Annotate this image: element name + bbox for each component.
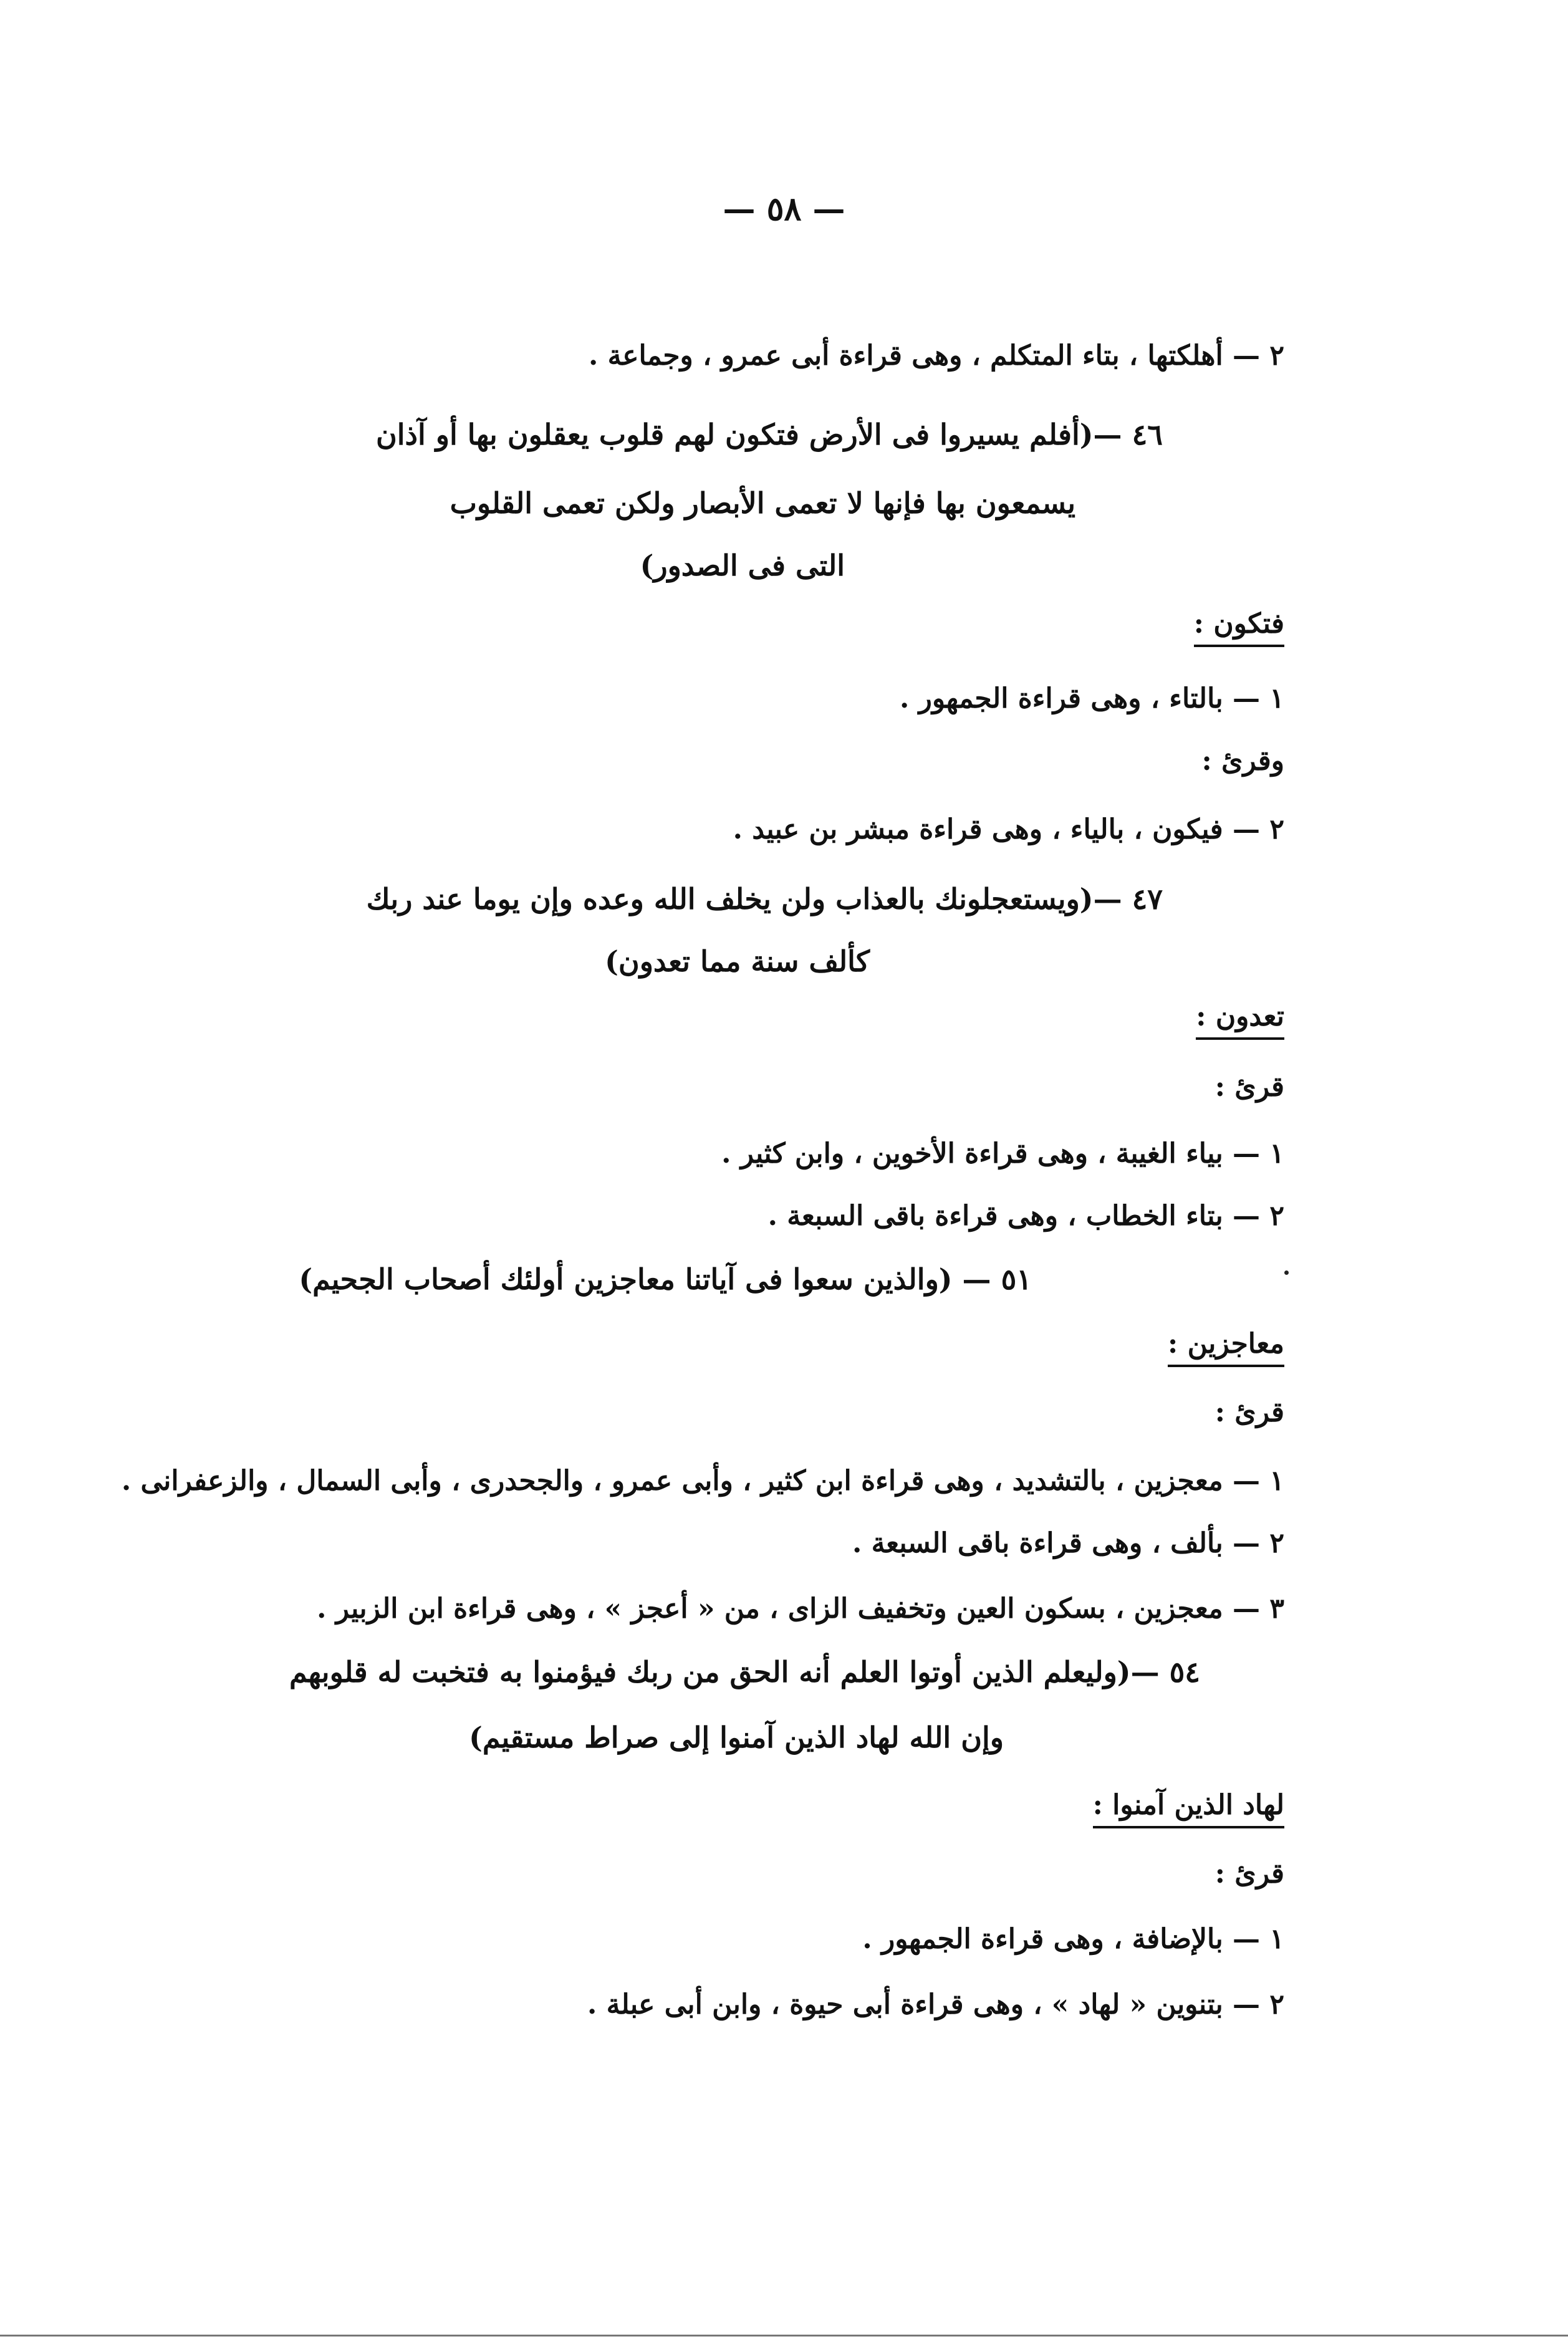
word-heading: لهاد الذين آمنوا : bbox=[1093, 1789, 1284, 1828]
text-line: وقرئ : bbox=[1201, 745, 1284, 777]
text-line: قرئ : bbox=[1214, 1396, 1284, 1428]
text-line: ١ — معجزين ، بالتشديد ، وهى قراءة ابن كثير ، وأبى عمرو ، والجحدرى ، وأبى السمال ، والزعفرانى . bbox=[121, 1465, 1284, 1497]
text-line: ٢ — بتنوين « لهاد » ، وهى قراءة أبى حيوة ، وابن أبى عبلة . bbox=[587, 1989, 1284, 2020]
verse-line: يسمعون بها فإنها لا تعمى الأبصار ولكن تعمى القلوب bbox=[450, 486, 1075, 520]
text-line: ٣ — معجزين ، بسكون العين وتخفيف الزاى ، من « أعجز » ، وهى قراءة ابن الزبير . bbox=[317, 1593, 1284, 1625]
page-number: — ٥٨ — bbox=[723, 190, 845, 228]
word-heading: معاجزين : bbox=[1168, 1328, 1284, 1367]
verse-line: ٥١ — (والذين سعوا فى آياتنا معاجزين أولئك أصحاب الجحيم) bbox=[299, 1262, 1032, 1296]
text-line: ٢ — فيكون ، بالياء ، وهى قراءة مبشر بن عبيد . bbox=[733, 814, 1284, 845]
text-line: ٢ — بألف ، وهى قراءة باقى السبعة . bbox=[852, 1527, 1284, 1559]
verse-line: ٥٤ —(وليعلم الذين أوتوا العلم أنه الحق من ربك فيؤمنوا به فتخبت له قلوبهم bbox=[289, 1655, 1200, 1689]
text-line: ١ — بالتاء ، وهى قراءة الجمهور . bbox=[900, 683, 1284, 714]
verse-line: وإن الله لهاد الذين آمنوا إلى صراط مستقيم) bbox=[469, 1721, 1004, 1754]
text-line: ١ — بياء الغيبة ، وهى قراءة الأخوين ، وابن كثير . bbox=[721, 1138, 1284, 1170]
print-speck bbox=[1284, 1270, 1289, 1275]
text-line: ٢ — أهلكتها ، بتاء المتكلم ، وهى قراءة أبى عمرو ، وجماعة . bbox=[589, 340, 1284, 372]
verse-line: ٤٧ —(ويستعجلونك بالعذاب ولن يخلف الله وعده وإن يوما عند ربك bbox=[366, 882, 1163, 916]
scan-edge-line bbox=[0, 2335, 1568, 2337]
text-line: قرئ : bbox=[1214, 1858, 1284, 1890]
text-line: ١ — بالإضافة ، وهى قراءة الجمهور . bbox=[862, 1923, 1284, 1955]
word-heading: فتكون : bbox=[1194, 608, 1284, 647]
verse-line: كألف سنة مما تعدون) bbox=[605, 944, 870, 978]
verse-line: التى فى الصدور) bbox=[640, 549, 845, 582]
text-line: ٢ — بتاء الخطاب ، وهى قراءة باقى السبعة . bbox=[767, 1200, 1284, 1232]
text-line: قرئ : bbox=[1214, 1071, 1284, 1103]
word-heading: تعدون : bbox=[1196, 1001, 1284, 1040]
verse-line: ٤٦ —(أفلم يسيروا فى الأرض فتكون لهم قلوب يعقلون بها أو آذان bbox=[375, 418, 1163, 451]
